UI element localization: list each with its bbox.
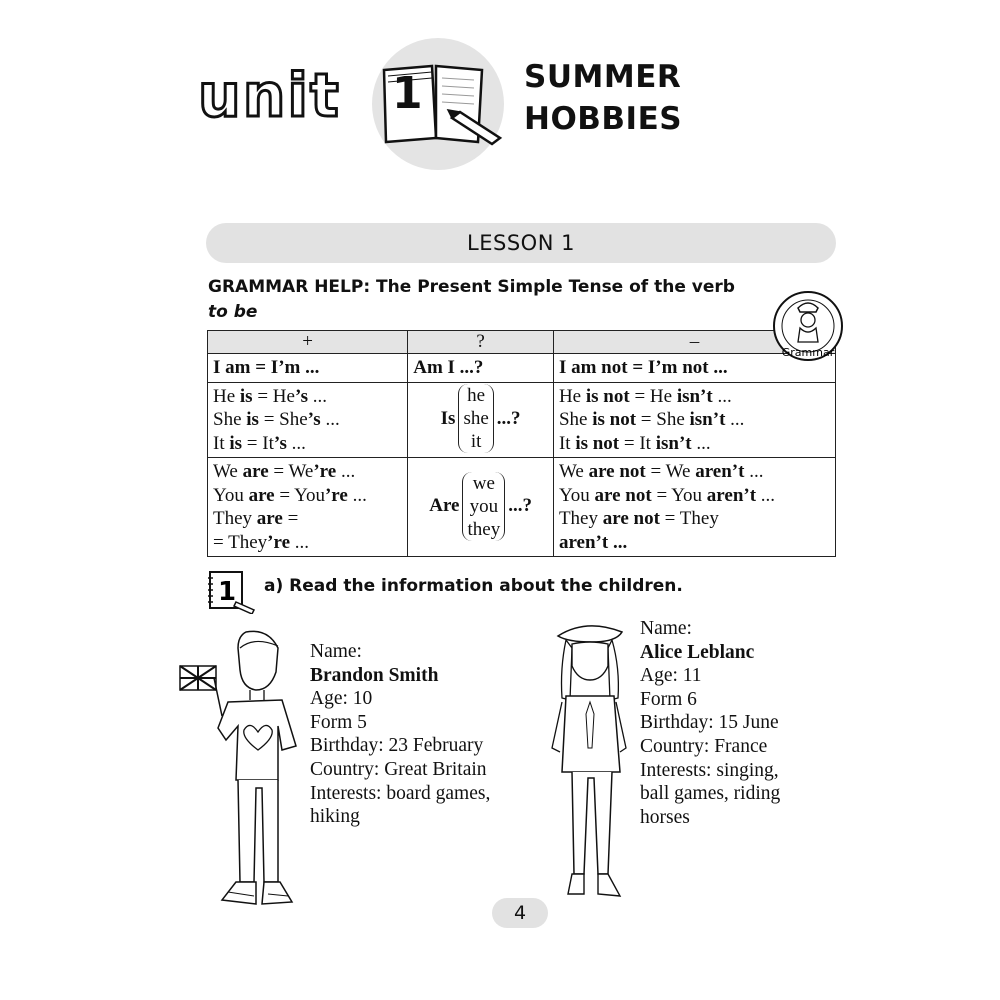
table-cell [408, 382, 554, 458]
child-interests: Interests: singing, [640, 759, 779, 781]
grammar-subheading: to be [208, 302, 258, 322]
question-end: ...? [508, 495, 532, 517]
table-line: It is not = It isn’t ... [558, 432, 711, 454]
grammar-table [207, 330, 836, 557]
table-cell: I am not = I’m not ... [553, 354, 835, 383]
table-line: They are not = They [558, 508, 719, 529]
child-interests: Interests: board games, [310, 782, 491, 804]
child-age: Age: 10 [310, 688, 373, 710]
child-country: Country: Great Britain [310, 758, 487, 780]
child-name: Brandon Smith [310, 664, 439, 686]
table-cell: I am = I’m ... [208, 354, 408, 383]
child-country: Country: France [640, 735, 768, 757]
table-cell [408, 458, 554, 557]
pronoun: they [467, 518, 501, 540]
pronoun-brace-group [458, 384, 493, 453]
table-line: We are = We’re ... [213, 461, 356, 482]
pronoun: we [472, 472, 495, 494]
boy-with-flag-illustration [178, 628, 304, 910]
child-age: Age: 11 [640, 665, 702, 687]
table-line: You are not = You aren’t ... [558, 484, 776, 506]
table-cell [553, 458, 835, 557]
child-birthday: Birthday: 15 June [640, 712, 779, 734]
alice-info [640, 617, 780, 829]
pronoun: she [463, 408, 489, 429]
table-line: He is not = He isn’t ... [558, 385, 732, 407]
table-cell: Am I ...? [408, 354, 554, 383]
column-header-negative: – [553, 331, 835, 354]
unit-title-line1: SUMMER [524, 59, 682, 95]
table-line: She is = She’s ... [213, 409, 340, 430]
notebook-pencil-icon [206, 570, 258, 614]
column-header-positive: + [208, 331, 408, 354]
girl-with-beret-illustration [546, 618, 638, 900]
grammar-heading: GRAMMAR HELP: The Present Simple Tense of the verb [208, 277, 735, 297]
question-verb: Are [429, 495, 460, 517]
child-name: Alice Leblanc [640, 641, 755, 663]
child-birthday: Birthday: 23 February [310, 735, 484, 757]
table-row [208, 382, 836, 458]
table-line: They are = [213, 508, 299, 529]
lesson-label: LESSON 1 [467, 231, 575, 255]
table-line: He is = He’s ... [213, 385, 327, 407]
table-cell [208, 382, 408, 458]
lesson-banner [206, 223, 836, 263]
table-row [208, 354, 836, 383]
child-form: Form 5 [310, 711, 367, 733]
name-label: Name: [310, 641, 362, 662]
page-number-badge [492, 898, 548, 928]
table-line: She is not = She isn’t ... [558, 409, 745, 430]
child-interests-cont: ball games, riding [640, 783, 781, 805]
table-cell [208, 458, 408, 557]
child-interests-cont: hiking [310, 806, 360, 828]
column-header-question: ? [408, 331, 554, 354]
exercise-instruction: a) Read the information about the children. [264, 576, 683, 596]
child-form: Form 6 [640, 688, 697, 710]
grammar-badge-label: Grammar [781, 346, 835, 359]
table-row [208, 458, 836, 557]
page-number: 4 [513, 902, 527, 924]
pronoun-brace-group [462, 472, 505, 541]
table-header-row [208, 331, 836, 354]
table-line: aren’t ... [558, 531, 628, 553]
question-verb: Is [440, 407, 456, 429]
pronoun: you [469, 495, 499, 517]
exercise-number: 1 [217, 577, 237, 607]
unit-title-line2: HOBBIES [524, 101, 683, 137]
brandon-info [310, 640, 490, 829]
table-line: It is = It’s ... [213, 432, 306, 454]
question-end: ...? [496, 407, 521, 429]
unit-word: unit [198, 61, 341, 131]
unit-number: 1 [392, 68, 423, 119]
pronoun: it [470, 431, 482, 452]
unit-title [524, 56, 682, 140]
grammar-badge-icon [772, 290, 844, 362]
name-label: Name: [640, 618, 692, 639]
table-line: = They’re ... [213, 531, 310, 553]
table-line: We are not = We aren’t ... [558, 461, 764, 482]
table-cell [553, 382, 835, 458]
table-line: You are = You’re ... [213, 484, 367, 506]
pronoun: he [467, 385, 486, 406]
child-interests-cont: horses [640, 806, 690, 828]
